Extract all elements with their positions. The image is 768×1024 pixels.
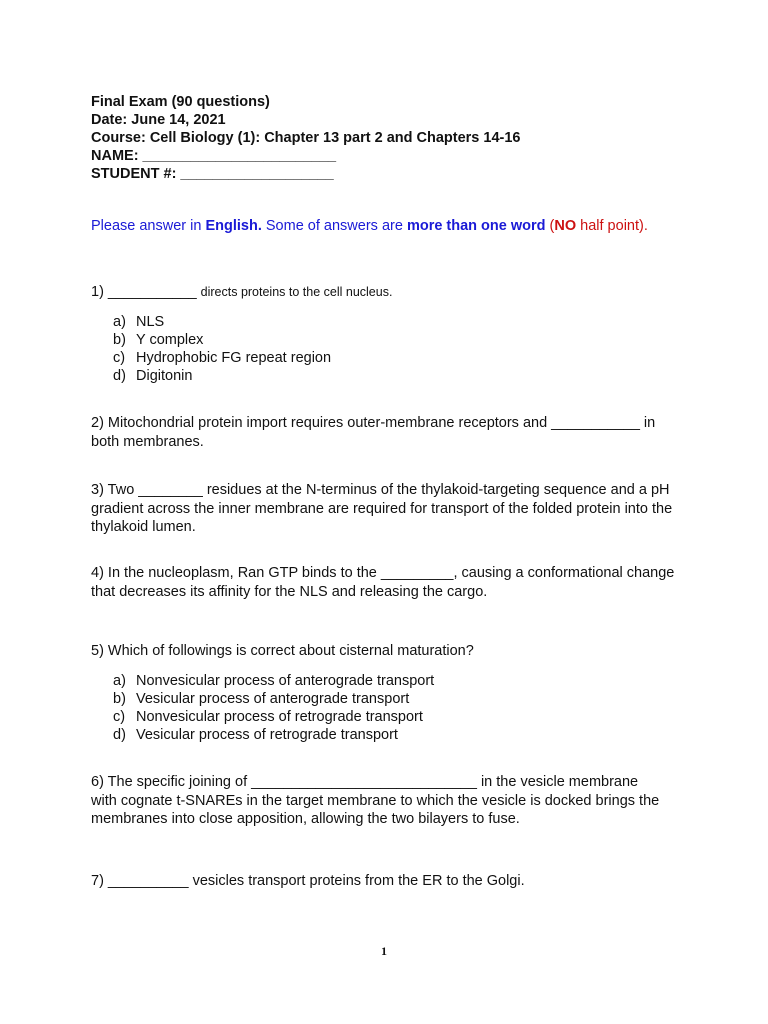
- instructions-no: NO: [554, 218, 577, 234]
- exam-header: [91, 93, 520, 183]
- instructions: [91, 217, 651, 235]
- option-item: [113, 313, 331, 331]
- option-text: Y complex: [136, 332, 204, 348]
- option-letter: a): [113, 314, 126, 330]
- exam-course: Course: Cell Biology (1): Chapter 13 part 2 and Chapters 14-16: [91, 130, 521, 146]
- option-letter: c): [113, 350, 126, 366]
- question-2: 2) Mitochondrial protein import requires outer-membrane receptors and ___________ in both membranes.: [91, 415, 656, 450]
- option-item: [113, 331, 331, 349]
- option-text: Vesicular process of anterograde transport: [136, 691, 410, 707]
- instructions-more-than-one-word: more than one word: [406, 218, 546, 234]
- instructions-paren: (: [545, 218, 555, 234]
- option-item: [113, 726, 434, 744]
- option-text: NLS: [136, 314, 165, 330]
- question-3: 3) Two ________ residues at the N-terminus of the thylakoid-targeting sequence and a pH gradient across the inner membrane are required for transport of the folded protein into the thylakoid lumen.: [91, 482, 673, 535]
- question-1-prefix: 1) ___________: [91, 284, 201, 300]
- option-letter: a): [113, 673, 126, 689]
- student-number-field: STUDENT #: ___________________: [91, 166, 334, 182]
- instructions-half-point: half point).: [576, 218, 648, 234]
- instructions-text: Please answer in: [91, 218, 206, 234]
- option-item: [113, 672, 434, 690]
- option-item: [113, 708, 434, 726]
- option-item: [113, 690, 434, 708]
- option-text: Vesicular process of retrograde transport: [136, 727, 398, 743]
- page-number: 1: [381, 944, 387, 958]
- option-text: Nonvesicular process of retrograde transport: [136, 709, 423, 725]
- question-1-options: [113, 313, 331, 385]
- option-item: [113, 367, 331, 385]
- question-7: 7) __________ vesicles transport proteins from the ER to the Golgi.: [91, 873, 525, 889]
- question-5-options: [113, 672, 434, 744]
- option-letter: b): [113, 332, 126, 348]
- option-letter: b): [113, 691, 126, 707]
- instructions-english: English.: [205, 218, 262, 234]
- exam-date: Date: June 14, 2021: [91, 112, 226, 128]
- option-item: [113, 349, 331, 367]
- question-5: 5) Which of followings is correct about cisternal maturation?: [91, 643, 474, 659]
- option-text: Hydrophobic FG repeat region: [136, 350, 332, 366]
- option-text: Digitonin: [136, 368, 193, 384]
- question-4: 4) In the nucleoplasm, Ran GTP binds to the _________, causing a conformational change that decreases its affinity for the NLS and releasing the cargo.: [91, 565, 675, 600]
- question-1: [91, 283, 676, 302]
- instructions-text: Some of answers are: [261, 218, 407, 234]
- question-1-text: directs proteins to the cell nucleus.: [200, 285, 393, 299]
- option-text: Nonvesicular process of anterograde transport: [136, 673, 435, 689]
- option-letter: d): [113, 727, 126, 743]
- question-6: 6) The specific joining of ____________________________ in the vesicle membrane with cognate t-SNAREs in the target membrane to which the vesicle is docked brings the membranes into close apposition, allowing the two bilayers to fuse.: [91, 774, 660, 827]
- exam-title: Final Exam (90 questions): [91, 94, 270, 110]
- option-letter: c): [113, 709, 126, 725]
- option-letter: d): [113, 368, 126, 384]
- name-field: NAME: ________________________: [91, 148, 337, 164]
